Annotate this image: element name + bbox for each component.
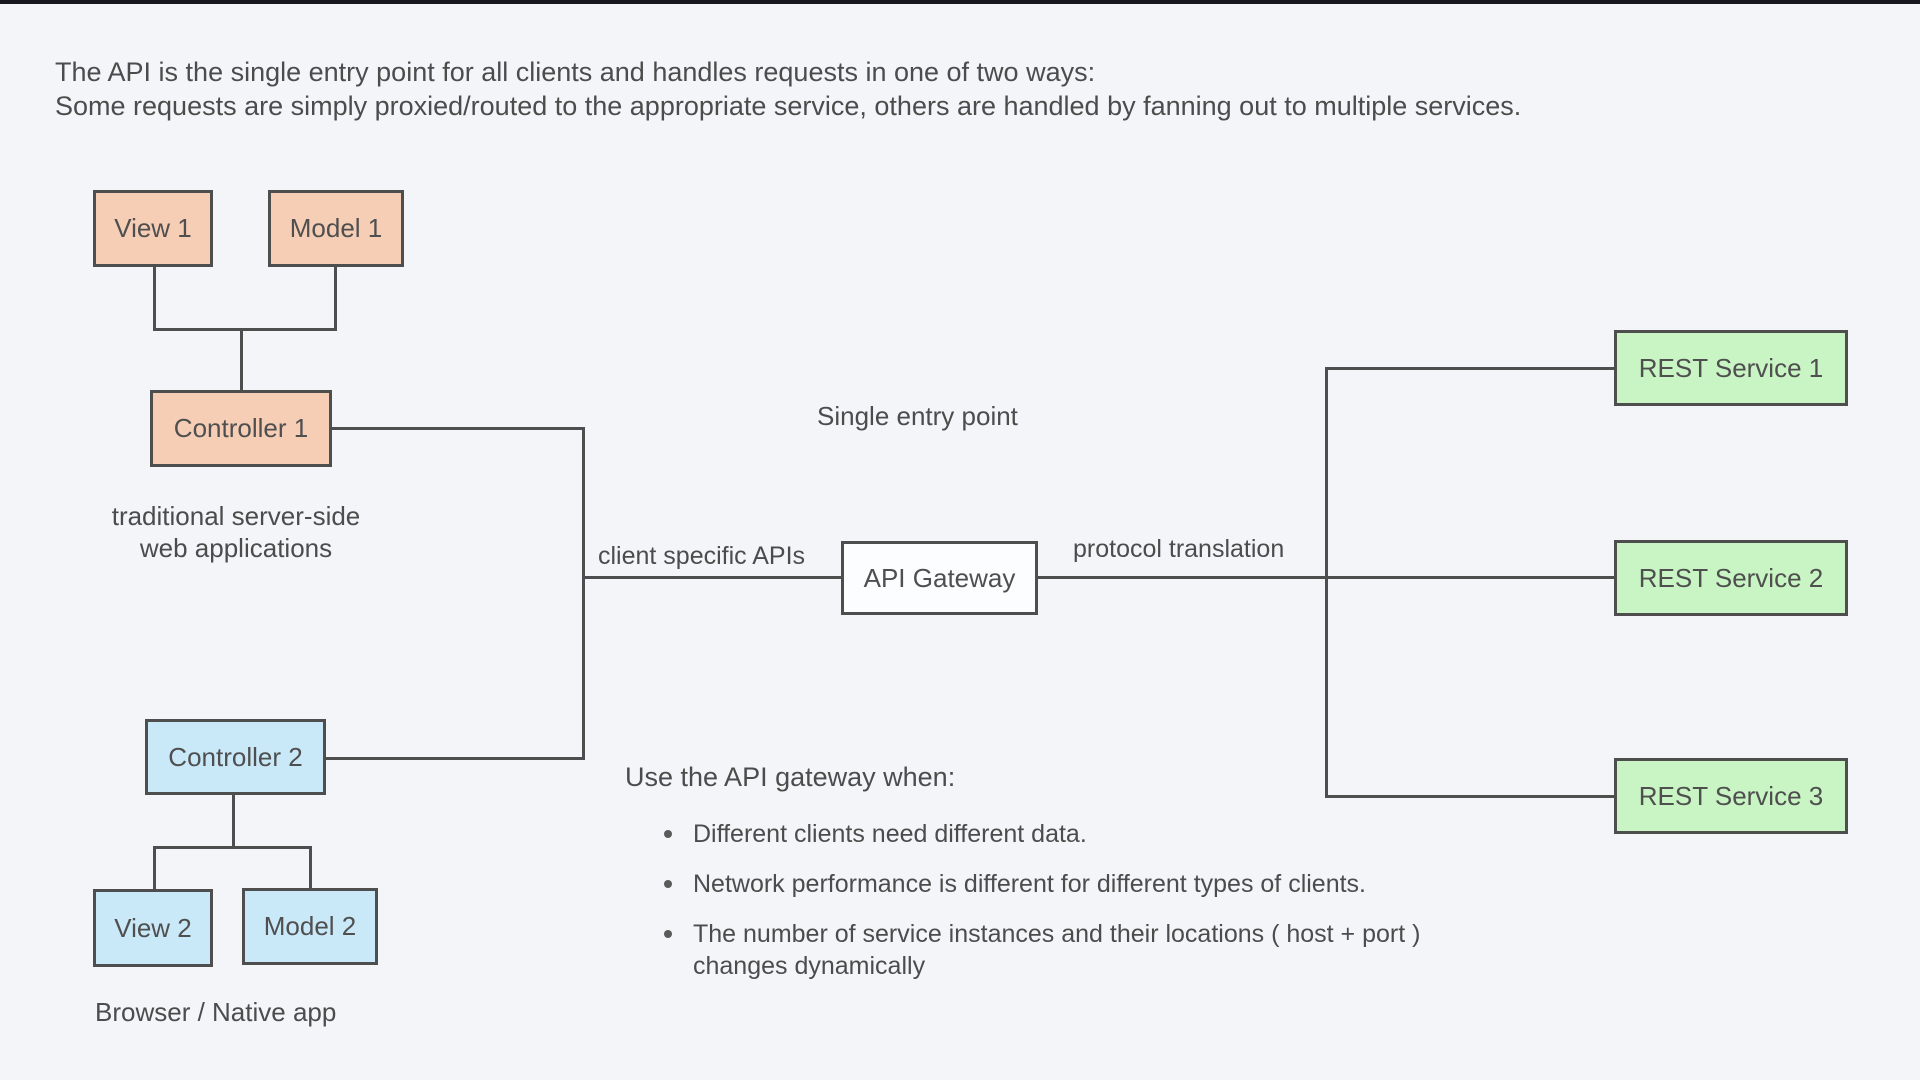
note-item-1: Different clients need different data. <box>648 818 1498 850</box>
connector-controller2-bus <box>326 757 584 760</box>
note-item-2: Network performance is different for different types of clients. <box>648 868 1498 900</box>
connector-top-join <box>153 328 337 331</box>
connector-model2-leg <box>309 846 312 889</box>
node-view-2: View 2 <box>93 889 213 967</box>
node-api-gateway: API Gateway <box>841 541 1038 615</box>
connector-to-service-2 <box>1328 576 1614 579</box>
node-rest-service-1: REST Service 1 <box>1614 330 1848 406</box>
connector-view1-leg <box>153 267 156 330</box>
node-model-2: Model 2 <box>242 888 378 965</box>
node-rest-service-3: REST Service 3 <box>1614 758 1848 834</box>
connector-right-bus <box>1325 367 1328 798</box>
top-edge-bar <box>0 0 1920 4</box>
connector-bus-to-gateway <box>585 576 841 579</box>
node-view-1: View 1 <box>93 190 213 267</box>
notes-heading: Use the API gateway when: <box>625 762 956 792</box>
label-protocol-translation: protocol translation <box>1073 535 1285 563</box>
connector-to-service-1 <box>1325 367 1614 370</box>
caption-server-side-apps <box>76 500 396 564</box>
label-single-entry-point: Single entry point <box>817 401 1018 431</box>
intro-line-1: The API is the single entry point for all clients and handles requests in one of two ways: <box>55 57 1096 87</box>
notes-list <box>648 818 1498 1000</box>
label-client-specific-apis: client specific APIs <box>598 542 806 570</box>
note-item-3: The number of service instances and their locations ( host + port ) changes dynamically <box>648 918 1498 982</box>
connector-bottom-join <box>153 846 312 849</box>
connector-to-service-3 <box>1325 795 1614 798</box>
intro-line-2: Some requests are simply proxied/routed to the appropriate service, others are handled by fanning out to multiple services. <box>55 91 1522 121</box>
node-model-1: Model 1 <box>268 190 404 267</box>
caption-browser-native-app: Browser / Native app <box>95 997 337 1027</box>
connector-gateway-to-bus <box>1038 576 1328 579</box>
connector-controller1-bus <box>332 427 585 430</box>
intro-text <box>55 55 1521 123</box>
connector-controller1-stem <box>240 330 243 390</box>
connector-left-bus <box>582 427 585 760</box>
node-controller-1: Controller 1 <box>150 390 332 467</box>
node-rest-service-2: REST Service 2 <box>1614 540 1848 616</box>
connector-controller2-stem <box>232 795 235 849</box>
node-controller-2: Controller 2 <box>145 719 326 795</box>
connector-view2-leg <box>153 846 156 890</box>
caption-server-side-line1: traditional server-side <box>111 501 361 531</box>
caption-server-side-line2: web applications <box>139 533 333 563</box>
connector-model1-leg <box>334 267 337 330</box>
